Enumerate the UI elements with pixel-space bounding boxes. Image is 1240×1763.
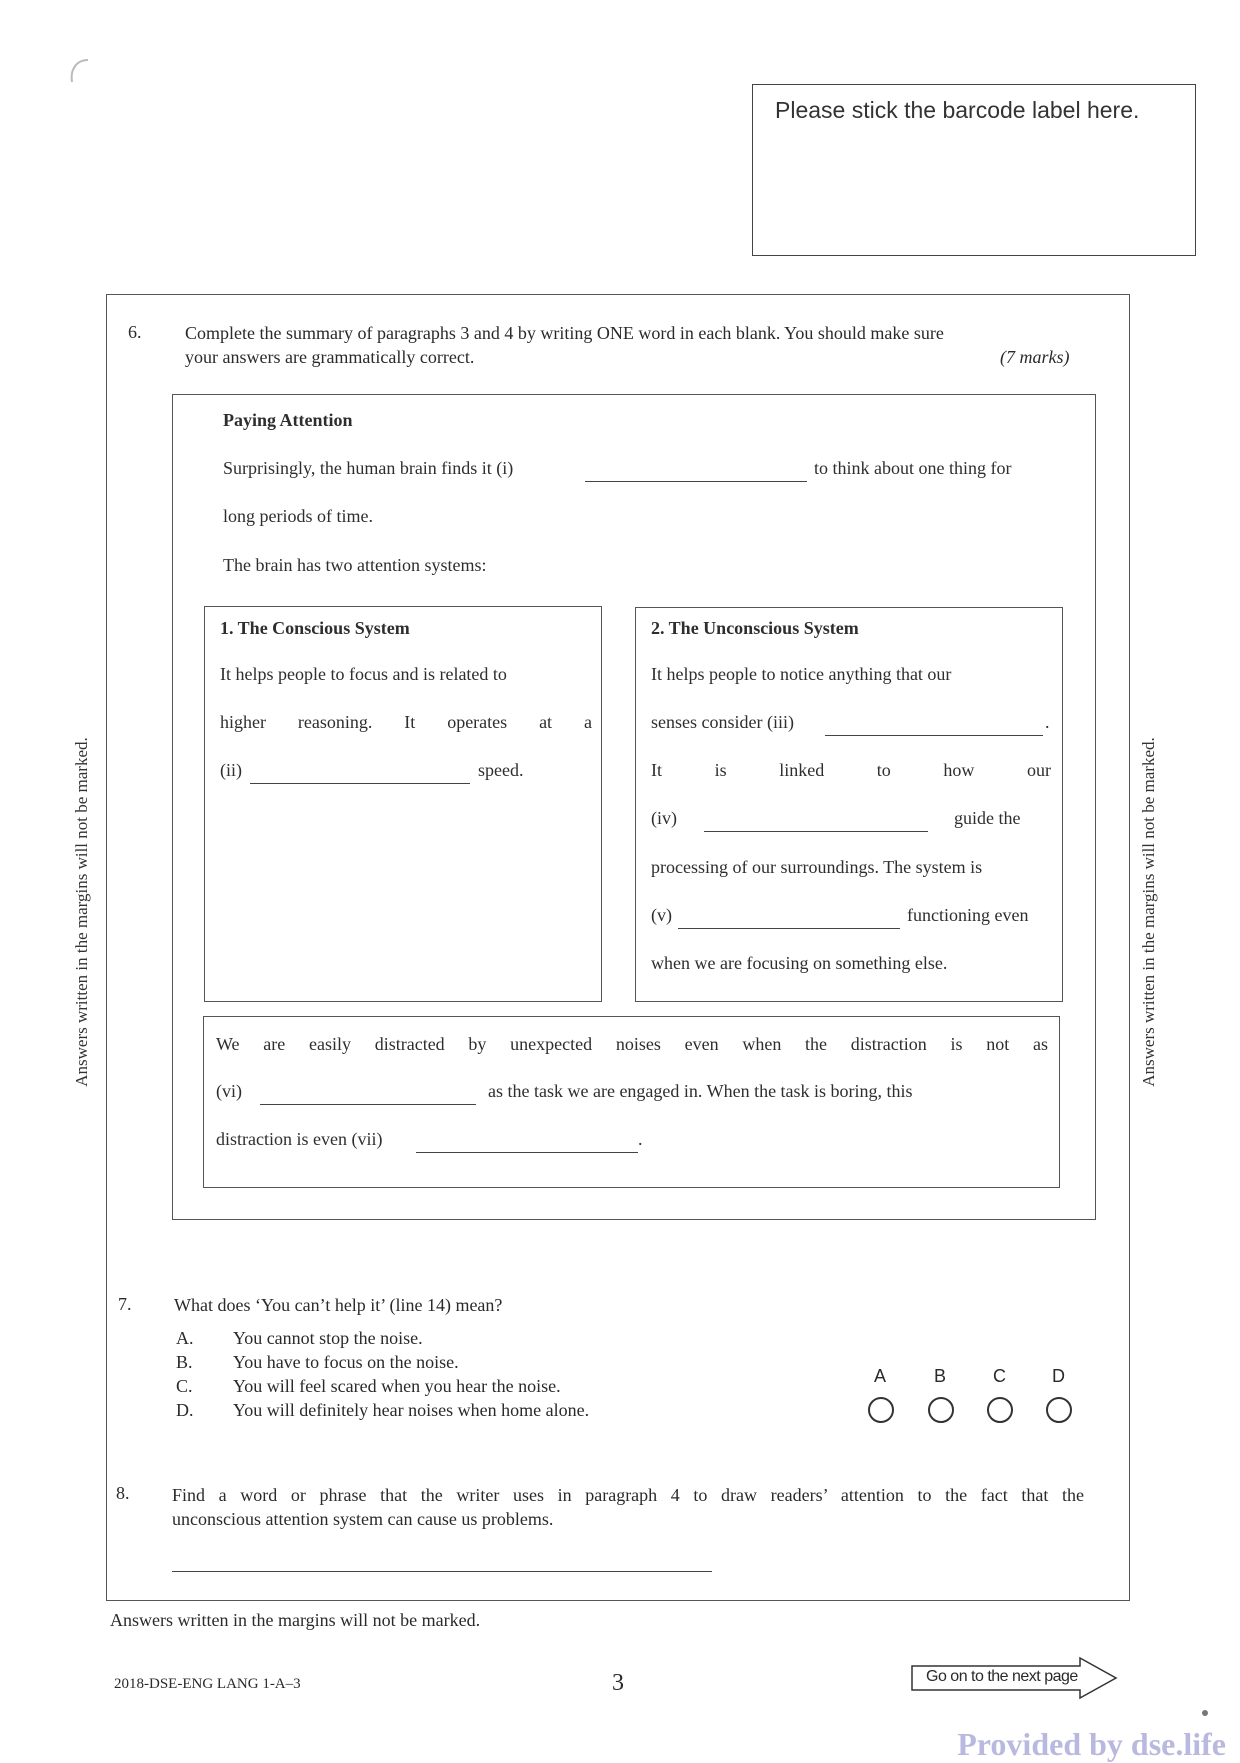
blank-v-field[interactable] [678,910,900,929]
blank-i-field[interactable] [585,463,807,482]
conscious-line1: It helps people to focus and is related to [220,664,507,684]
q7-option-a-text: You cannot stop the noise. [233,1328,423,1348]
unconscious-line4-end: guide the [954,808,1021,828]
unconscious-line2-start: senses consider (iii) [651,712,794,732]
q7-option-a-letter: A. [176,1328,194,1348]
distraction-line3-end: . [638,1129,643,1149]
blank-iv-label: (iv) [651,808,677,828]
distraction-line1: We are easily distracted by unexpected noises even when the distraction is not as [216,1034,1048,1054]
unconscious-system-title: 2. The Unconscious System [651,618,859,638]
corner-mark [66,52,106,92]
word: reasoning. [297,712,373,732]
distraction-line2-end: as the task we are engaged in. When the task is boring, this [488,1081,913,1101]
next-page-arrow [910,1656,1120,1700]
q7-option-d-letter: D. [176,1400,194,1420]
blank-vi-label: (vi) [216,1081,242,1101]
blank-iv-field[interactable] [704,813,928,832]
bubble-b-radio[interactable] [928,1397,954,1423]
unconscious-line7: when we are focusing on something else. [651,953,948,973]
q7-option-b-letter: B. [176,1352,193,1372]
dot-mark [1202,1710,1208,1716]
word: It [404,712,416,732]
right-margin-note: Answers written in the margins will not be marked. [1139,737,1158,1087]
blank-v-label: (v) [651,905,672,925]
q8-line2: unconscious attention system can cause us problems. [172,1509,554,1529]
blank-iii-field[interactable] [825,717,1043,736]
q8-answer-field[interactable] [172,1553,712,1572]
blank-vi-field[interactable] [260,1086,476,1105]
summary-p1-line2: long periods of time. [223,506,373,526]
word: at [539,712,553,732]
q7-option-c-text: You will feel scared when you hear the noise. [233,1376,561,1396]
barcode-label-text: Please stick the barcode label here. [775,97,1140,123]
q8-line1: Find a word or phrase that the writer uses in paragraph 4 to draw readers’ attention to the fact that the [172,1485,1084,1505]
unconscious-line5: processing of our surroundings. The system is [651,857,983,877]
conscious-line3-end: speed. [478,760,524,780]
bubble-d-radio[interactable] [1046,1397,1072,1423]
q7-number: 7. [118,1294,132,1314]
conscious-system-title: 1. The Conscious System [220,618,410,638]
word: to [876,760,891,780]
bubble-a-label: A [874,1366,887,1386]
paper-code: 2018-DSE-ENG LANG 1-A–3 [114,1676,301,1692]
word: linked [779,760,825,780]
bubble-d-label: D [1052,1366,1065,1386]
conscious-line2 [220,712,592,733]
summary-title: Paying Attention [223,410,353,430]
q7-question: What does ‘You can’t help it’ (line 14) mean? [174,1295,503,1315]
word: It [651,760,662,780]
word: our [1027,760,1051,780]
word: how [943,760,975,780]
watermark-text: Provided by dse.life [957,1726,1226,1762]
summary-p1-end: to think about one thing for [814,458,1012,478]
blank-vii-field[interactable] [416,1134,638,1153]
q6-number: 6. [128,322,142,342]
word: a [583,712,592,732]
word: operates [447,712,508,732]
q8-number: 8. [116,1483,130,1503]
unconscious-line1: It helps people to notice anything that our [651,664,952,684]
unconscious-line3 [651,760,1051,781]
bubble-a-radio[interactable] [868,1397,894,1423]
bubble-c-radio[interactable] [987,1397,1013,1423]
blank-ii-label: (ii) [220,760,242,780]
q7-option-c-letter: C. [176,1376,193,1396]
unconscious-line2-end: . [1045,712,1050,732]
barcode-label-box [752,84,1196,256]
q6-instruction-line2: your answers are grammatically correct. [185,347,475,367]
page-number: 3 [612,1670,624,1696]
bubble-c-label: C [993,1366,1006,1386]
q7-option-d-text: You will definitely hear noises when home alone. [233,1400,590,1420]
blank-ii-field[interactable] [250,765,470,784]
summary-p2: The brain has two attention systems: [223,555,487,575]
left-margin-note: Answers written in the margins will not be marked. [72,737,91,1087]
q6-instruction-line1: Complete the summary of paragraphs 3 and 4 by writing ONE word in each blank. You should make sure [185,323,944,343]
unconscious-line6-end: functioning even [907,905,1029,925]
word: higher [220,712,266,732]
bottom-margin-note: Answers written in the margins will not be marked. [110,1610,481,1630]
q7-option-b-text: You have to focus on the noise. [233,1352,459,1372]
next-page-label: Go on to the next page [926,1668,1078,1685]
summary-p1-start: Surprisingly, the human brain finds it (i) [223,458,514,478]
word: is [714,760,727,780]
distraction-line3-start: distraction is even (vii) [216,1129,383,1149]
q6-marks: (7 marks) [1000,347,1070,367]
bubble-b-label: B [934,1366,947,1386]
